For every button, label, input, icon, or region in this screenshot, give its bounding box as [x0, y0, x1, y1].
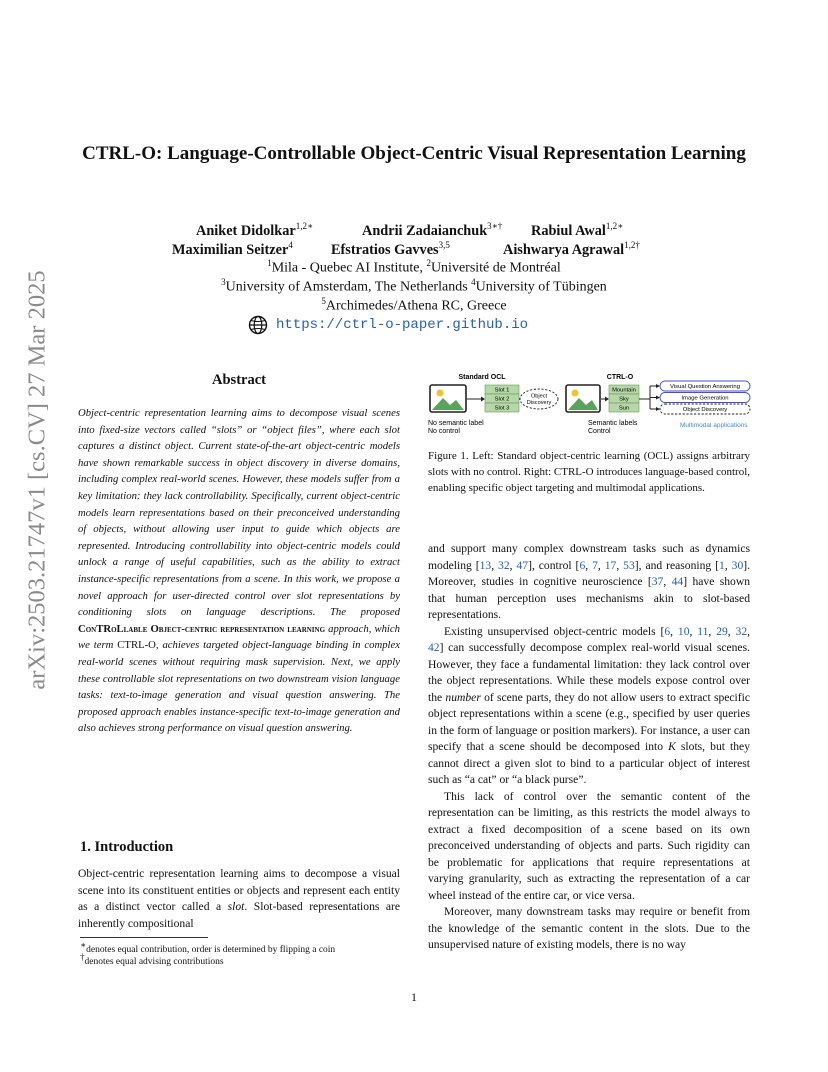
project-link[interactable]: https://ctrl-o-paper.github.io [276, 317, 529, 333]
affil-mark: 5 [321, 296, 326, 306]
body-text: Existing unsupervised object-centric models [ [444, 624, 665, 638]
slot-label: Sun [618, 405, 630, 412]
arrow-icon [605, 397, 609, 402]
citation-link[interactable]: 1 [719, 558, 725, 572]
body-text: ] can successfully decompose complex real-world visual scenes. However, they face a fundamental limitation: they lack control over the object representations. While these models expose control over the [428, 641, 750, 704]
paragraph: This lack of control over the semantic content of the representation can be limiting, as this restricts the model always to extract a fixed decomposition of a scene based on its own preconceived understanding of objects and parts. Such rigidity can be problematic for applications that require representations at varying granularity, such as extracting the representation of a car wheel instead of the entire car, or vice versa. [428, 789, 750, 902]
body-text: ] have shown that human perception uses mechanisms akin to slot-based representations. [428, 575, 750, 621]
image-icon [566, 385, 600, 412]
footnote-mark: ∗ [80, 940, 87, 950]
left-note: No control [428, 428, 460, 435]
method-name: CTRL-O [117, 639, 156, 652]
affil-text: Mila - Quebec AI Institute, [271, 260, 427, 276]
right-note: Semantic labels [588, 420, 638, 427]
body-text: and support many complex downstream tasks such as dynamics modeling [ [428, 542, 750, 572]
citation-link[interactable]: 30 [731, 558, 744, 572]
slot-label: Sky [619, 396, 629, 403]
abstract-heading: Abstract [212, 372, 266, 388]
body-text: of scene parts, they do not allow users to extract specific object representations within a scene (e.g., specified by user queries in the form of language or position markers). For instance, a user can specify that a scene should be decomposed into [428, 690, 751, 753]
affiliation-line-2 [80, 277, 748, 296]
author-rabiul [531, 221, 623, 240]
slot-label: Slot 1 [494, 387, 510, 394]
left-slots [485, 385, 519, 412]
author-name: Efstratios Gavves [331, 241, 439, 258]
citation-link[interactable]: 6 [664, 624, 671, 638]
intro-text: Object-centric representation learning aims to decompose a visual scene into its constituent entities or objects and represent each entity as a distinct vector called a [78, 867, 400, 914]
task-label: Object Discovery [682, 407, 728, 414]
slot-label: Slot 2 [494, 396, 510, 403]
author-affil-mark: 1,2∗ [605, 221, 624, 231]
citation-link[interactable]: 7 [592, 558, 598, 572]
task-label: Visual Question Answering [670, 384, 740, 391]
abstract-body [78, 405, 400, 737]
author-affil-mark: 1,2∗ [295, 221, 314, 231]
globe-icon [248, 315, 268, 335]
left-note: No semantic label [428, 420, 484, 427]
project-link-row [248, 315, 528, 335]
citation-link[interactable]: 17 [604, 558, 617, 572]
author-andrii [362, 221, 502, 240]
author-name: Maximilian Seitzer [172, 241, 289, 258]
intro-body [78, 866, 400, 932]
affil-text: University of Amsterdam, The Netherlands [225, 279, 472, 295]
abstract-text: Object-centric representation learning aims to decompose visual scenes into fixed-size vectors called “slots” or “object files”, where each slot captures a distinct object. Current state-of-the-art object-centric models have shown remarkable success in object discovery in diverse domains, including complex real-world scenes. However, these models suffer from a key limitation: they lack controllability. Specifically, current object-centric models learn representations based on their preconceived understanding of objects, without allowing user input to guide which objects are represented. Introducing controllability into object-centric models could unlock a range of useful capabilities, such as the ability to extract instance-specific representations from a scene. In this work, we propose a novel approach for user-directed control over slot representations by conditioning slots on language descriptions. The proposed [78, 407, 400, 619]
paragraph: Moreover, many downstream tasks may require or benefit from the knowledge of the semantic content in the slots. Due to the unsupervised nature of existing models, there is no way [428, 905, 750, 951]
author-affil-mark: 1,2† [624, 240, 640, 250]
object-discovery-label: Object [530, 393, 548, 400]
citation-link[interactable]: 44 [671, 575, 684, 588]
footnote-text: denotes equal advising contributions [84, 957, 224, 968]
figure-caption: Figure 1. Left: Standard object-centric learning (OCL) assigns arbitrary slots with no control. Right: CTRL-O introduces language-based control, enabling specific object targeting and multimodal applications. [428, 450, 751, 494]
affiliation-line-1 [80, 258, 748, 277]
citation-link[interactable]: 47 [516, 558, 529, 572]
footnote-rule [80, 937, 208, 938]
author-aniket [196, 221, 313, 240]
paper-title: CTRL-O: Language-Controllable Object-Centric Visual Representation Learning [82, 143, 746, 164]
citation-link[interactable]: 32 [498, 558, 510, 572]
citation-link[interactable]: 32 [735, 624, 748, 638]
affil-mark: 4 [471, 277, 476, 287]
author-affil-mark: 3,5 [438, 240, 450, 250]
affil-mark: 1 [267, 258, 272, 268]
author-name: Rabiul Awal [531, 222, 606, 239]
figure-1 [428, 368, 752, 438]
affiliation-line-3 [80, 296, 748, 315]
abstract-text: , achieves targeted object-language binding in complex real-world scenes without requiring mask supervision. Next, we apply these controllable slot representations on two downstream vision language tasks: text-to-image generation and visual question answering. The proposed approach enables instance-specific text-to-image generation and also achieves strong performance on visual question answering. [78, 639, 400, 735]
citation-link[interactable]: 10 [677, 624, 690, 638]
citation-link[interactable]: 11 [697, 624, 709, 638]
author-name: Aniket Didolkar [196, 222, 296, 239]
footnote-2 [80, 952, 224, 967]
arrow-icon [481, 397, 485, 402]
intro-text: . Slot-based representations are inherently compositional [78, 900, 401, 930]
page-number: 1 [411, 990, 417, 1004]
affil-text: Université de Montréal [430, 260, 561, 276]
author-efstratios [331, 240, 450, 259]
author-name: Aishwarya Agrawal [503, 241, 625, 258]
author-aishwarya [503, 240, 640, 259]
arrow-icon [656, 407, 660, 411]
citation-link[interactable]: 37 [651, 575, 664, 588]
method-full-name: ConTRoLlable Object-centric representation learning [78, 622, 326, 635]
paragraph: Existing unsupervised object-centric models [6, 10, 11, 29, 32, 42] can successfully decompose complex real-world visual scenes. However, they face a fundamental limitation: they lack control over the object representations. While these models expose control over the number of scene parts, they do not allow users to extract specific object representations within a scene (e.g., specified by user queries in the form of language or position markers). For instance, a user can specify that a scene should be decomposed into K slots, but they cannot direct a given slot to bind to a particular object of interest such as “a cat” or “a black purse”. [428, 624, 751, 786]
body-text: ]. Moreover, studies in cognitive neuroscience [ [428, 558, 751, 588]
arrow-icon [656, 384, 660, 388]
body-emph: K [668, 740, 676, 753]
multimodal-label: Multimodal applications [680, 422, 748, 429]
citation-link[interactable]: 42 [428, 641, 440, 654]
paragraph: and support many complex downstream tasks such as dynamics modeling [13, 32, 47], control [6, 7, 17, 53], and reasoning [1, 30]. Moreover, studies in cognitive neuroscience [37, 44] have shown that human perception uses mechanisms akin to slot-based representations. [428, 542, 751, 621]
abstract-text: approach, which we term [78, 622, 400, 652]
slot-label: Slot 3 [494, 405, 510, 412]
author-name: Andrii Zadaianchuk [362, 222, 488, 239]
body-text: ], control [ [528, 558, 580, 572]
body-text: ], and reasoning [ [634, 558, 720, 572]
citation-link[interactable]: 13 [479, 558, 492, 572]
right-note: Control [588, 428, 611, 435]
figure-left-title: Standard OCL [458, 374, 506, 381]
affil-mark: 3 [221, 277, 226, 287]
intro-emph: slot [227, 900, 245, 914]
arxiv-side-identifier: arXiv:2503.21747v1 [cs.CV] 27 Mar 2025 [24, 270, 52, 690]
citation-link[interactable]: 6 [579, 558, 586, 572]
citation-link[interactable]: 53 [623, 558, 635, 572]
object-discovery-label: Discovery [526, 400, 552, 406]
image-icon [430, 385, 466, 412]
author-affil-mark: 4 [288, 240, 293, 250]
arrow-icon [656, 396, 660, 400]
footnote-mark: † [80, 952, 85, 962]
body-text: slots, but they cannot direct a given slot to bind to a particular object of interest such as “a cat” or “a black purse”. [428, 740, 750, 786]
affil-mark: 2 [426, 258, 431, 268]
right-column [428, 541, 750, 954]
author-affil-mark: 3∗† [487, 221, 503, 231]
right-slots [609, 385, 639, 412]
affil-text: University of Tübingen [475, 279, 607, 295]
intro-heading: 1. Introduction [80, 839, 174, 855]
body-emph: number [445, 690, 481, 704]
figure-right-title: CTRL-O [606, 374, 634, 381]
affil-text: Archimedes/Athena RC, Greece [325, 298, 507, 314]
citation-link[interactable]: 29 [716, 624, 728, 638]
footnote-text: denotes equal contribution, order is determined by flipping a coin [86, 945, 336, 956]
task-label: Image Generation [681, 395, 729, 402]
slot-label: Mountain [612, 387, 636, 394]
author-maximilian [172, 240, 293, 259]
arxiv-side-identifier-wrap [8, 270, 68, 690]
